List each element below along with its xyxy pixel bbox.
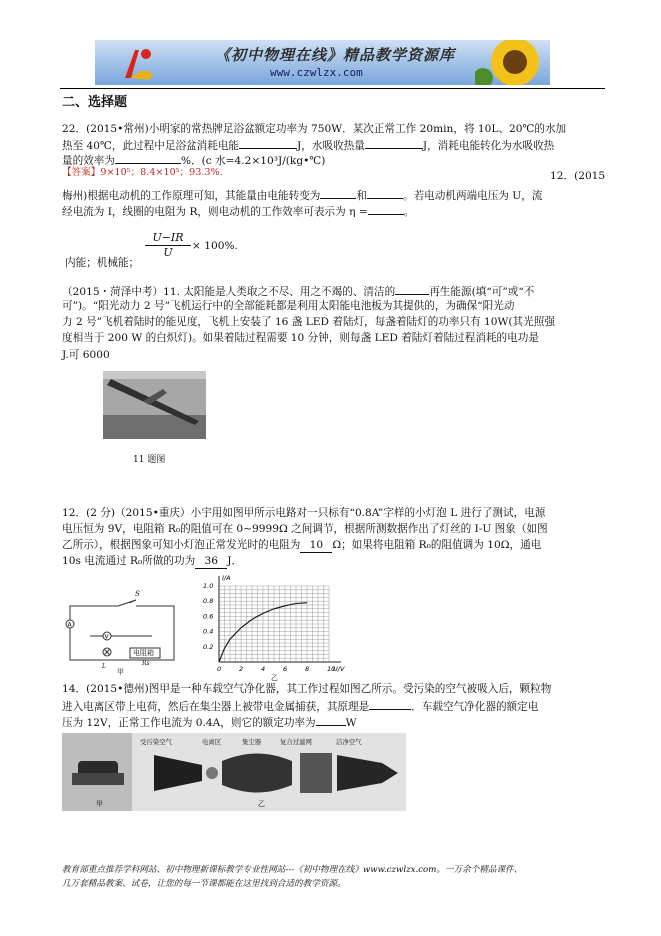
q14-text: ．车载空气净化器的额定电 [411,701,539,713]
q14-text: 压为 12V，正常工作电流为 0.4A，则它的额定功率为 [62,717,316,729]
formula-fraction [145,231,191,260]
x-tick-label: 8 [305,665,310,673]
footer-line-2: 几万套精品教案、试卷，让您的每一节课都能在这里找到合适的教学资源。 [62,879,346,889]
y-tick-label: 0.2 [203,642,214,651]
q12a-answer: 内能；机械能； [65,257,140,269]
answer-blank [367,187,403,199]
q12a-line-2 [62,203,414,219]
x-tick-label: 2 [239,665,244,673]
y-tick-label: 1.0 [203,582,214,590]
q12a-text: 和 [356,190,367,202]
q12a-text: 。 [403,206,415,218]
q22-text: J，消耗电能转化为水吸收热 [422,140,555,152]
circuit-caption: 甲 [117,668,124,676]
q12a-text: 梅州)根据电动机的工作原理可知，其能量由电能转变为 [62,190,321,202]
q12b-line-2: 电压恒为 9V，电阻箱 R₀的阻值可在 0~9999Ω 之间调节，根据所测数据作出了灯丝的 I-U 图象（如图 [62,523,548,535]
q22-answer [62,166,223,180]
q12b-text: 乙所示），根据图象可知小灯泡正常发光时的电阻为 [62,539,301,551]
q11-line-1 [62,283,534,299]
q11-text: （2015・菏泽中考）11. 太阳能是人类取之不尽、用之不竭的、清洁的 [62,286,396,298]
x-tick-label: 10 [327,665,336,673]
x-tick-label: 6 [283,665,288,673]
answer-label: 【答案】 [62,167,101,178]
q12b-text: Ω；如果将电阻箱 R₀的阻值调为 10Ω，通电 [332,539,542,551]
q22-text: 热至 40℃，此过程中足浴盆消耗电能 [62,140,240,152]
answer-blank [369,698,411,710]
answer-blank [115,152,181,164]
circuit-diagram [62,596,182,671]
answer-blank [320,187,356,199]
x-tick-label: 4 [261,665,266,673]
q11-line-5: J.可 6000 [62,349,110,361]
label-dust-collector: 集尘器 [242,738,262,746]
answer-blank [316,714,346,726]
q22-text: 量的效率为 [62,155,115,167]
y-tick-label: 0.8 [203,597,214,606]
q14-line-2 [62,698,538,714]
q22-line-1: 22．(2015•常州)小明家的常热牌足浴盆额定功率为 750W．某次正常工作 20min，将 10L、20℃的水加 [62,123,567,135]
q22-text: J，水吸收热量 [297,140,365,152]
banner-url[interactable]: www.czwlzx.com [270,66,363,79]
q12b-text: 10s 电流通过 R₀所做的功为 [62,555,196,567]
q14-text: W [345,717,357,729]
q12a-line-1 [62,187,542,203]
footer-line-1: 教育部重点推荐学科网站、初中物理新课标教学专业性网站---《初中物理在线》www.czwlzx.com。一万余个精品课件、 [62,865,523,875]
formula-tail: × 100%. [192,240,238,252]
figure-caption-a: 甲 [96,800,103,808]
label-polluted-air: 受污染空气 [140,738,172,746]
site-logo-icon [117,44,157,82]
svg-text:V: V [104,633,109,641]
solar-plane-image [103,371,206,439]
iu-graph [197,574,357,676]
q12b-text: J． [227,555,243,567]
y-axis-label: I/A [222,574,231,582]
q11-figure-caption: 11 题图 [133,455,166,465]
air-purifier-figure [62,733,406,811]
q12b-line-3 [62,538,541,553]
q11-text: 再生能源(填“可”或“不 [429,286,535,298]
header-banner [95,40,550,85]
label-ionization: 电离区 [202,738,222,746]
graph-caption: 乙 [271,674,278,682]
answer-blank [239,137,297,149]
q11-line-4: 度相当于 200 W 的白炽灯)。如果着陆过程需要 10 分钟，则每盏 LED 着陆灯着陆过程消耗的电功是 [62,332,539,344]
resistance-box-label: 电阻箱 [133,649,154,657]
formula-denominator: U [163,246,173,259]
label-composite-filter: 复合过滤网 [280,738,312,746]
answer-blank [365,137,423,149]
q14-line-1: 14．(2015•德州)图甲是一种车载空气净化器，其工作过程如图乙所示。受污染的空气被吸入后，颗粒物 [62,683,552,695]
q14-line-3 [62,714,357,730]
header-rule [60,88,605,89]
q14-text: 进入电离区带上电荷，然后在集尘器上被带电金属捕获，其原理是 [62,701,370,713]
section-title: 二、选择题 [62,95,128,110]
q12a-number: 12．(2015 [550,170,606,182]
q12b-answer-resistance: 10 [300,538,332,553]
q12a-text: 。若电动机两端电压为 U，流 [402,190,543,202]
label-clean-air: 洁净空气 [336,738,362,746]
switch-label: S [135,590,140,598]
y-tick-label: 0.4 [203,627,214,636]
sunflower-icon [475,40,550,85]
answer-blank [395,283,429,295]
answer-text: 9×10⁵；8.4×10⁵；93.3%. [100,167,223,178]
q11-line-2: 可”)。“阳光动力 2 号”飞机运行中的全部能耗都是利用太阳能电池板为其提供的，为确保“阳光动 [62,300,515,312]
formula-numerator: U−IR [145,231,191,246]
rs-label: Rs [142,660,150,667]
q22-line-2 [62,137,554,153]
q12a-text: 经电流为 I，线圈的电阻为 R，则电动机的工作效率可表示为 η = [62,206,368,218]
x-tick-label: 0 [217,665,222,673]
banner-title: 《初中物理在线》精品教学资源库 [215,46,456,64]
q12b-line-4 [62,554,242,569]
y-tick-label: 0.6 [203,612,214,621]
q12b-line-1: 12．(2 分)（2015•重庆）小宇用如图甲所示电路对一只标有“0.8A”字样的小灯泡 L 进行了测试，电源 [62,507,546,519]
svg-text:A: A [67,621,72,629]
q11-line-3: 力 2 号”飞机着陆时的能见度，飞机上安装了 16 盏 LED 着陆灯，每盏着陆灯的功率只有 10W(其光照强 [62,316,555,328]
answer-blank [368,203,404,215]
q12b-answer-work: 36 [195,554,227,569]
figure-caption-b: 乙 [258,800,265,808]
q22-text: %．(c 水=4.2×10³J/(kg•℃) [180,155,326,167]
x-axis-label: U/V [333,665,345,673]
lamp-label: L [102,663,106,670]
solar-plane-photo [103,371,206,439]
